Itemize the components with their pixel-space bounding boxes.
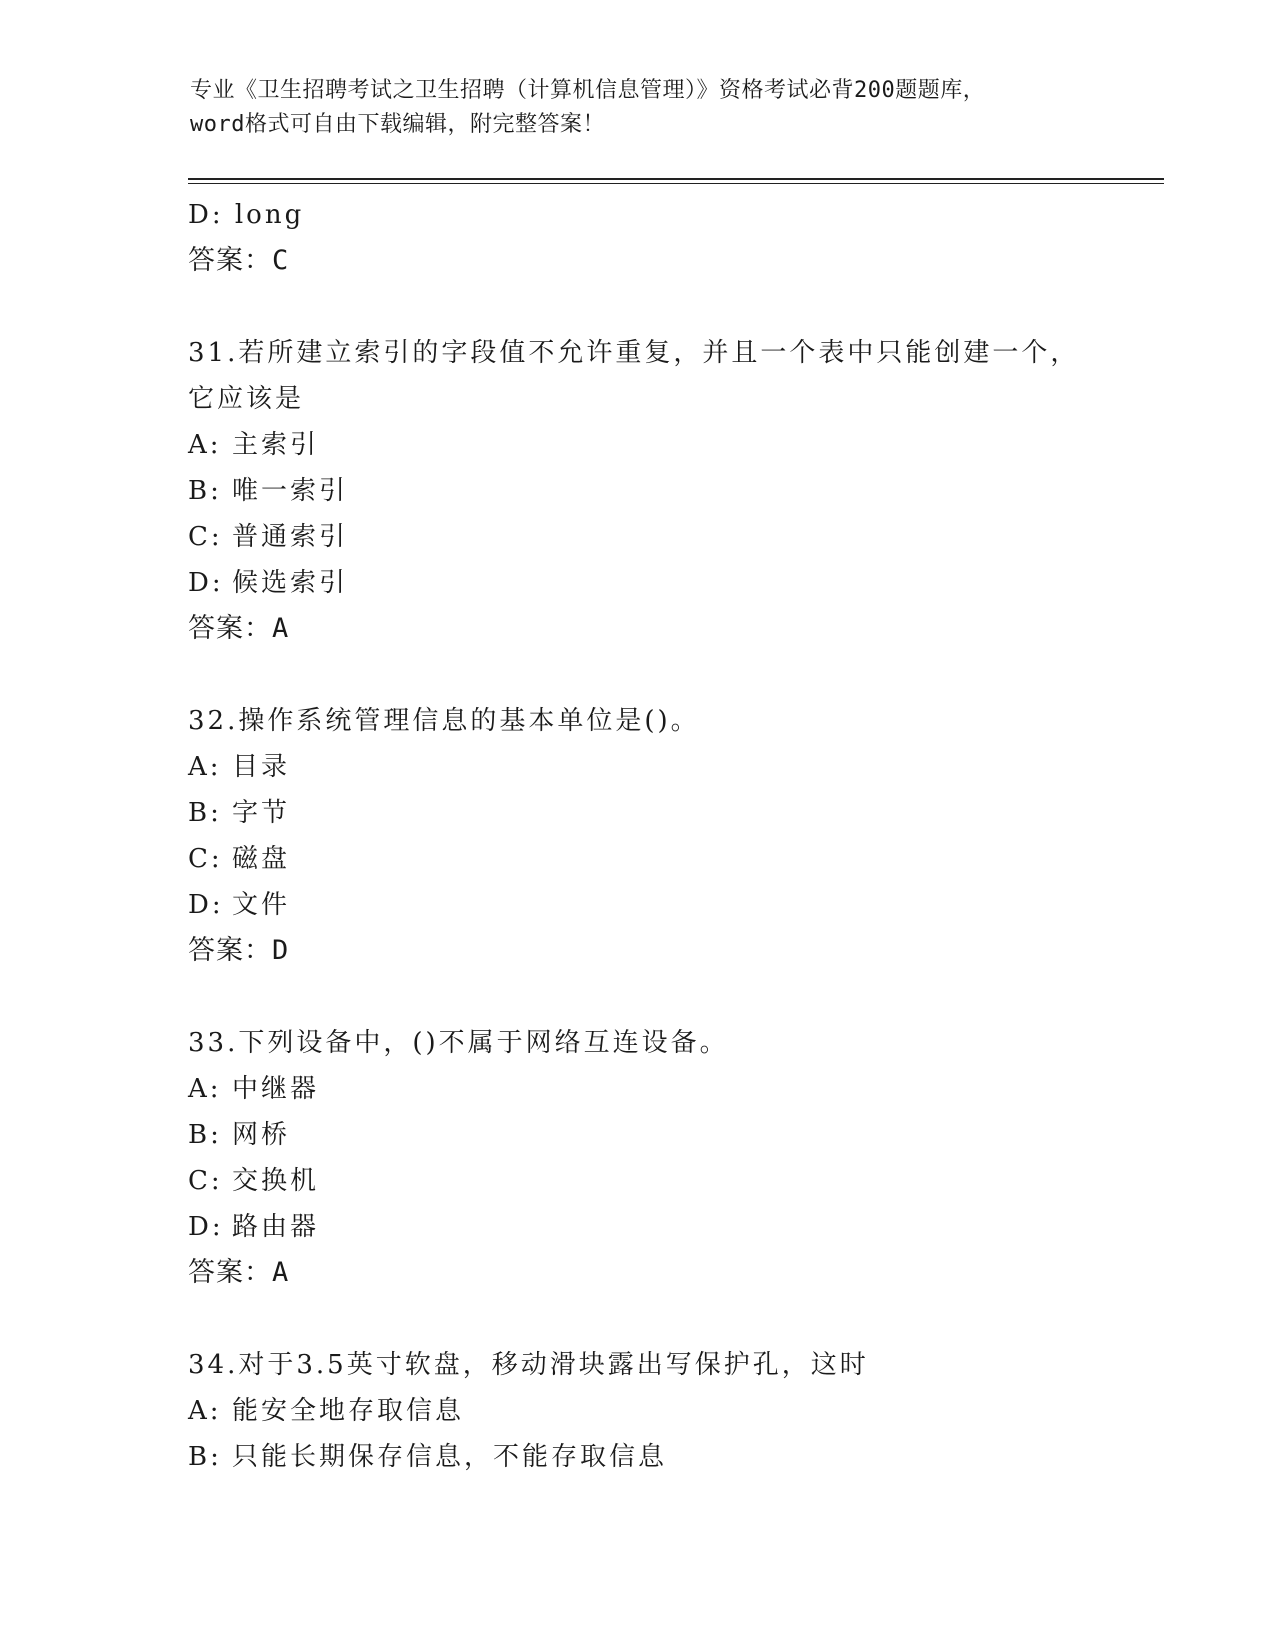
- option-d: [188, 1204, 1164, 1250]
- option-text: 候选索引: [232, 568, 349, 598]
- option-label: C:: [188, 1166, 223, 1196]
- option-a: [188, 422, 1164, 468]
- question-32: [188, 698, 1164, 974]
- option-text: 字节: [232, 798, 291, 828]
- header-line-1: 专业《卫生招聘考试之卫生招聘（计算机信息管理）》资格考试必背200题题库，: [190, 78, 986, 103]
- answer: 答案：D: [188, 935, 290, 966]
- question-31: [188, 330, 1164, 652]
- option-b: [188, 1112, 1164, 1158]
- option-label: B:: [188, 1120, 222, 1150]
- option-label: C:: [188, 844, 223, 874]
- option-d: [188, 560, 1164, 606]
- option-text: 只能长期保存信息，不能存取信息: [232, 1442, 668, 1472]
- option-a: [188, 744, 1164, 790]
- header-rule-thick: [188, 178, 1164, 180]
- option-label: A:: [188, 752, 222, 782]
- option-c: [188, 836, 1164, 882]
- option-label: D:: [188, 568, 224, 598]
- option-label: C:: [188, 522, 223, 552]
- option-text: 网桥: [232, 1120, 291, 1150]
- question-34: [188, 1342, 1164, 1480]
- header-line-2: word格式可自由下载编辑，附完整答案！: [190, 112, 605, 137]
- option-b: [188, 1434, 1164, 1480]
- option-label: B:: [188, 1442, 222, 1472]
- option-label: A:: [188, 1396, 222, 1426]
- option-label: B:: [188, 476, 222, 506]
- spacer: [188, 284, 1164, 330]
- spacer: [188, 1296, 1164, 1342]
- option-text: 主索引: [232, 430, 320, 460]
- answer: 答案：A: [188, 613, 290, 644]
- spacer: [188, 652, 1164, 698]
- option-label: B:: [188, 798, 222, 828]
- document-header: [190, 74, 1090, 142]
- question-title: 31.若所建立索引的字段值不允许重复，并且一个表中只能创建一个，: [188, 338, 1080, 368]
- option-b: [188, 790, 1164, 836]
- question-title: 34.对于3.5英寸软盘，移动滑块露出写保护孔，这时: [188, 1350, 869, 1380]
- option-b: [188, 468, 1164, 514]
- spacer: [188, 974, 1164, 1020]
- option-label: D:: [188, 890, 224, 920]
- question-33: [188, 1020, 1164, 1296]
- header-rule-thin: [188, 183, 1164, 184]
- option-text: 文件: [232, 890, 291, 920]
- option-label: A:: [188, 1074, 222, 1104]
- option-label: A:: [188, 430, 222, 460]
- option-c: [188, 1158, 1164, 1204]
- option-c: [188, 514, 1164, 560]
- document-body: [188, 192, 1164, 1480]
- option-text: 目录: [232, 752, 291, 782]
- option-text: 路由器: [232, 1212, 320, 1242]
- question-title: 33.下列设备中，()不属于网络互连设备。: [188, 1028, 729, 1058]
- option-d: [188, 882, 1164, 928]
- question-title: 32.操作系统管理信息的基本单位是()。: [188, 706, 700, 736]
- option-a: [188, 1388, 1164, 1434]
- option-text: 交换机: [232, 1166, 320, 1196]
- option-text: 唯一索引: [232, 476, 349, 506]
- option-text: 普通索引: [232, 522, 349, 552]
- option-text: 能安全地存取信息: [232, 1396, 465, 1426]
- answer: 答案：A: [188, 1257, 290, 1288]
- option-text: 中继器: [232, 1074, 320, 1104]
- question-title-cont: 它应该是: [188, 384, 305, 414]
- prev-option-d: D: long: [188, 200, 305, 230]
- option-label: D:: [188, 1212, 224, 1242]
- prev-answer: 答案：C: [188, 245, 290, 276]
- option-text: 磁盘: [232, 844, 291, 874]
- option-a: [188, 1066, 1164, 1112]
